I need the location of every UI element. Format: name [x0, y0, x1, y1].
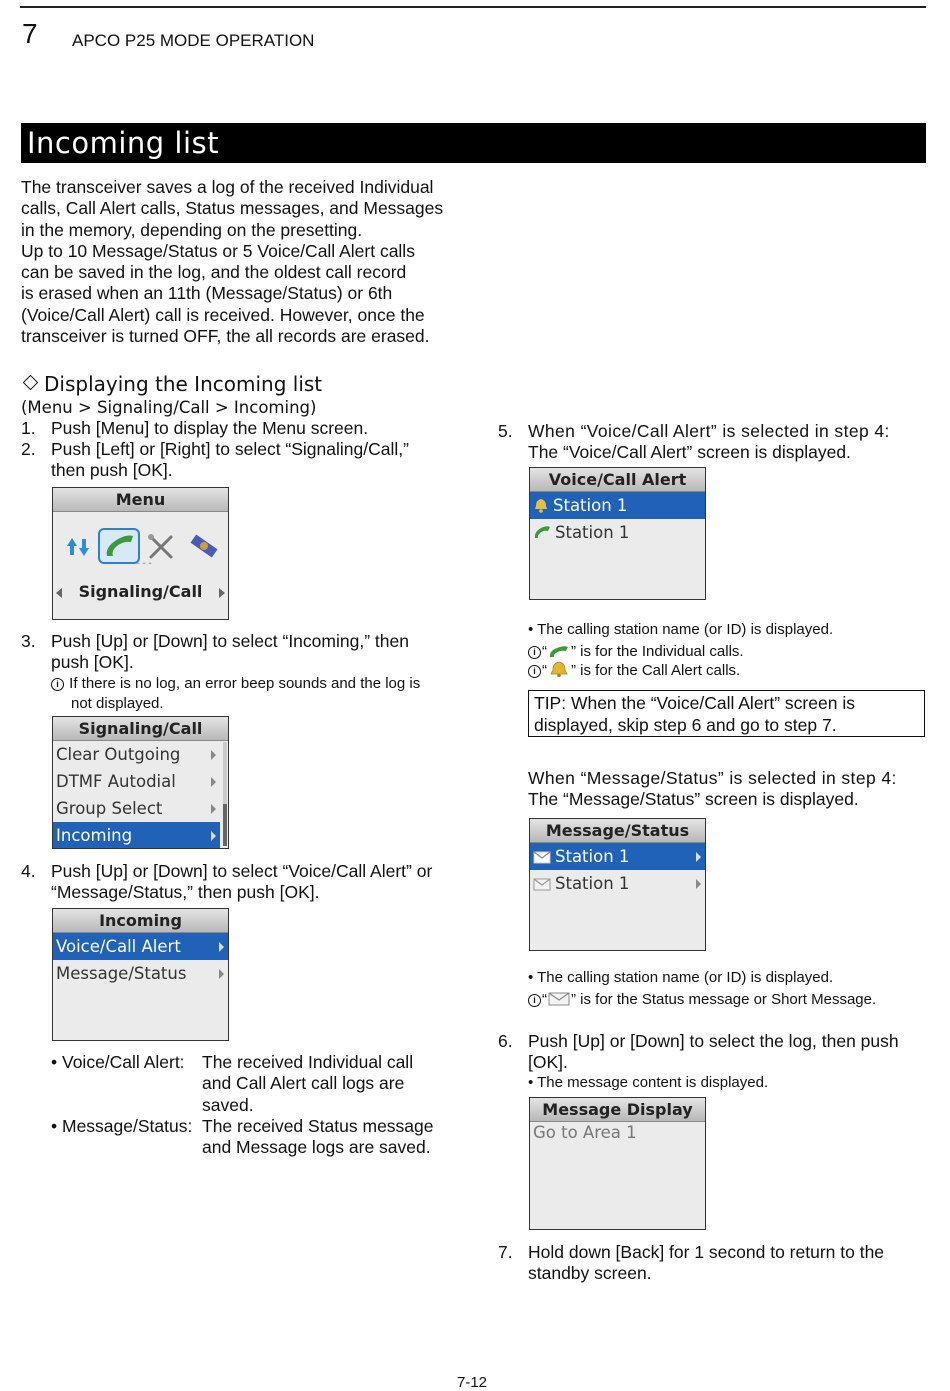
step-text: Hold down [Back] for 1 second to return to the [528, 1242, 885, 1262]
step-text: When “Voice/Call Alert” is selected in step 4: [528, 421, 890, 441]
note-text: not displayed. [71, 694, 164, 712]
item-label: DTMF Autodial [56, 772, 176, 791]
voice-notes: • The calling station name (or ID) is displayed. i “ ” is for the Individual calls. i “ ” is for the Call Alert calls. [528, 620, 928, 681]
bullet-line: The received Status message [202, 1116, 434, 1136]
step-1 [21, 418, 461, 440]
intro-line: is erased when an 11th (Message/Status) or 6th [21, 283, 393, 304]
right-arrow-icon [219, 588, 225, 598]
envelope-icon [533, 878, 551, 891]
chevron-right-icon [696, 879, 701, 889]
voice-bullet-label: • Voice/Call Alert: [51, 1052, 185, 1072]
envelope-icon [548, 992, 570, 1006]
chapter-title: APCO P25 MODE OPERATION [72, 31, 315, 50]
tip-box [528, 690, 925, 737]
step-3 [21, 631, 461, 675]
list-item-selected [530, 843, 705, 870]
list-item [530, 870, 705, 897]
voice-bullet-text [202, 1052, 413, 1116]
satellite-icon [190, 534, 217, 557]
chevron-right-icon [219, 969, 224, 979]
item-label: Message/Status [56, 964, 187, 983]
item-label: Station 1 [555, 523, 630, 542]
list-item [530, 519, 705, 546]
left-arrow-icon [56, 588, 62, 598]
intro-line: can be saved in the log, and the oldest call record [21, 262, 407, 283]
step-text: Push [Up] or [Down] to select the log, then push [528, 1031, 899, 1051]
screen-title: Message Display [530, 1098, 705, 1122]
step-number: 3. [21, 631, 36, 651]
step-text: [OK]. [528, 1052, 568, 1072]
voice-call-alert-screen [529, 467, 706, 600]
step-number: 5. [498, 421, 513, 441]
bell-icon [533, 497, 549, 513]
step-text: “Message/Status,” then push [OK]. [51, 882, 320, 902]
item-label: Group Select [56, 799, 163, 818]
selected-icon-frame [99, 529, 139, 563]
tools-icon [148, 534, 171, 557]
message-bullet-text [202, 1116, 434, 1159]
incoming-screen [52, 908, 229, 1041]
list-item [53, 741, 220, 768]
screen-title: Voice/Call Alert [530, 468, 705, 492]
chevron-right-icon [211, 777, 216, 787]
up-down-arrows-icon [67, 538, 89, 556]
subsection-title: Displaying the Incoming list [44, 372, 323, 396]
bullet-line: and Message logs are saved. [202, 1137, 431, 1158]
menu-icon-row [53, 524, 228, 564]
menu-path: (Menu > Signaling/Call > Incoming) [21, 398, 317, 417]
screen-title: Message/Status [530, 819, 705, 843]
bullet-line: saved. [202, 1094, 254, 1115]
message-bullet-label: • Message/Status: [51, 1116, 193, 1136]
tip-line: displayed, skip step 6 and go to step 7. [534, 715, 837, 735]
chevron-right-icon [211, 831, 216, 841]
step-text: Push [Menu] to display the Menu screen. [51, 418, 369, 438]
chevron-right-icon [211, 804, 216, 814]
item-label: Voice/Call Alert [56, 937, 181, 956]
screen-title: Incoming [53, 909, 228, 933]
list-item [53, 768, 220, 795]
message-intro [528, 768, 928, 811]
item-label: Station 1 [555, 874, 630, 893]
step-text: then push [OK]. [51, 460, 173, 480]
step-text: Push [Up] or [Down] to select “Incoming,” then [51, 631, 409, 651]
info-icon: i [528, 646, 541, 659]
step-text: push [OK]. [51, 652, 134, 672]
note-text: ” is for the Call Alert calls. [571, 662, 741, 679]
step-5 [498, 421, 928, 465]
message-status-screen [529, 818, 706, 951]
intro-line: (Voice/Call Alert) call is received. However, once the [21, 304, 425, 325]
screen-title: Signaling/Call [53, 717, 228, 741]
item-label: Station 1 [555, 847, 630, 866]
intro-line: When “Message/Status” is selected in step 4: [528, 768, 897, 788]
menu-selected-label: Signaling/Call [78, 582, 203, 601]
step-text: standby screen. [528, 1263, 652, 1283]
phone-icon [548, 644, 570, 658]
signaling-screen [52, 716, 229, 849]
step-text: The “Voice/Call Alert” screen is displayed. [528, 442, 851, 462]
step-number: 6. [498, 1031, 513, 1051]
intro-line: transceiver is turned OFF, the all records are erased. [21, 326, 430, 347]
item-label: Station 1 [553, 496, 628, 515]
screen-title: Menu [53, 488, 228, 512]
step-7 [498, 1242, 928, 1286]
list-item-selected [53, 822, 220, 849]
scrollbar-thumb [223, 804, 227, 846]
intro-line: calls, Call Alert calls, Status messages, and Messages [21, 198, 444, 219]
list-item-selected [53, 933, 228, 960]
list-item [53, 960, 228, 987]
list-item [53, 795, 220, 822]
chevron-right-icon [696, 852, 701, 862]
step-number: 7. [498, 1242, 513, 1262]
envelope-icon [533, 851, 551, 864]
intro-line: The “Message/Status” screen is displayed. [528, 789, 859, 810]
message-notes: • The calling station name (or ID) is displayed. i “ ” is for the Status message or Short Message. [528, 968, 938, 1009]
note-text: • The calling station name (or ID) is displayed. [528, 621, 834, 638]
bell-icon [548, 661, 570, 677]
bullet-line: and Call Alert call logs are [202, 1073, 405, 1094]
page-number: 7-12 [457, 1374, 488, 1391]
section-title: Incoming list [27, 126, 220, 160]
step-number: 4. [21, 861, 36, 881]
scrollbar [223, 742, 227, 846]
tip-line: TIP: When the “Voice/Call Alert” screen is [534, 693, 855, 713]
item-label: Incoming [56, 826, 133, 845]
intro-line: in the memory, depending on the presetting. [21, 219, 363, 240]
step-text: Push [Up] or [Down] to select “Voice/Call Alert” or [51, 861, 433, 881]
intro-line: The transceiver saves a log of the received Individual [21, 177, 434, 197]
chevron-right-icon [219, 942, 224, 952]
message-display-screen [529, 1097, 706, 1230]
bullet-line: The received Individual call [202, 1052, 414, 1072]
menu-screen [52, 487, 229, 620]
note-text: If there is no log, an error beep sounds and the log is [69, 675, 421, 692]
step-6-note: • The message content is displayed. [528, 1074, 769, 1091]
step-number: 2. [21, 439, 36, 459]
chapter-number: 7 [22, 18, 38, 49]
step-6 [498, 1031, 928, 1075]
step-number: 1. [21, 418, 36, 438]
info-icon: i [528, 994, 541, 1007]
step-4 [21, 861, 461, 905]
note-text: ” is for the Status message or Short Message. [571, 990, 877, 1008]
phone-icon [533, 524, 551, 540]
step-2 [21, 439, 461, 483]
header-rule [20, 6, 926, 8]
menu-icons [53, 524, 228, 564]
subsection-heading [21, 372, 322, 396]
list-item-selected [530, 492, 705, 519]
note-text: • The calling station name (or ID) is displayed. [528, 969, 834, 986]
info-icon: i [51, 678, 64, 691]
item-label: Clear Outgoing [56, 745, 181, 764]
step-3-note [51, 674, 451, 713]
diamond-icon [23, 375, 39, 391]
info-icon: i [528, 665, 541, 678]
intro-line: Up to 10 Message/Status or 5 Voice/Call Alert calls [21, 240, 415, 261]
step-text: Push [Left] or [Right] to select “Signaling/Call,” [51, 439, 409, 459]
note-text: ” is for the Individual calls. [571, 642, 744, 660]
chevron-right-icon [211, 750, 216, 760]
intro-paragraph [21, 177, 443, 347]
message-content: Go to Area 1 [533, 1123, 637, 1142]
